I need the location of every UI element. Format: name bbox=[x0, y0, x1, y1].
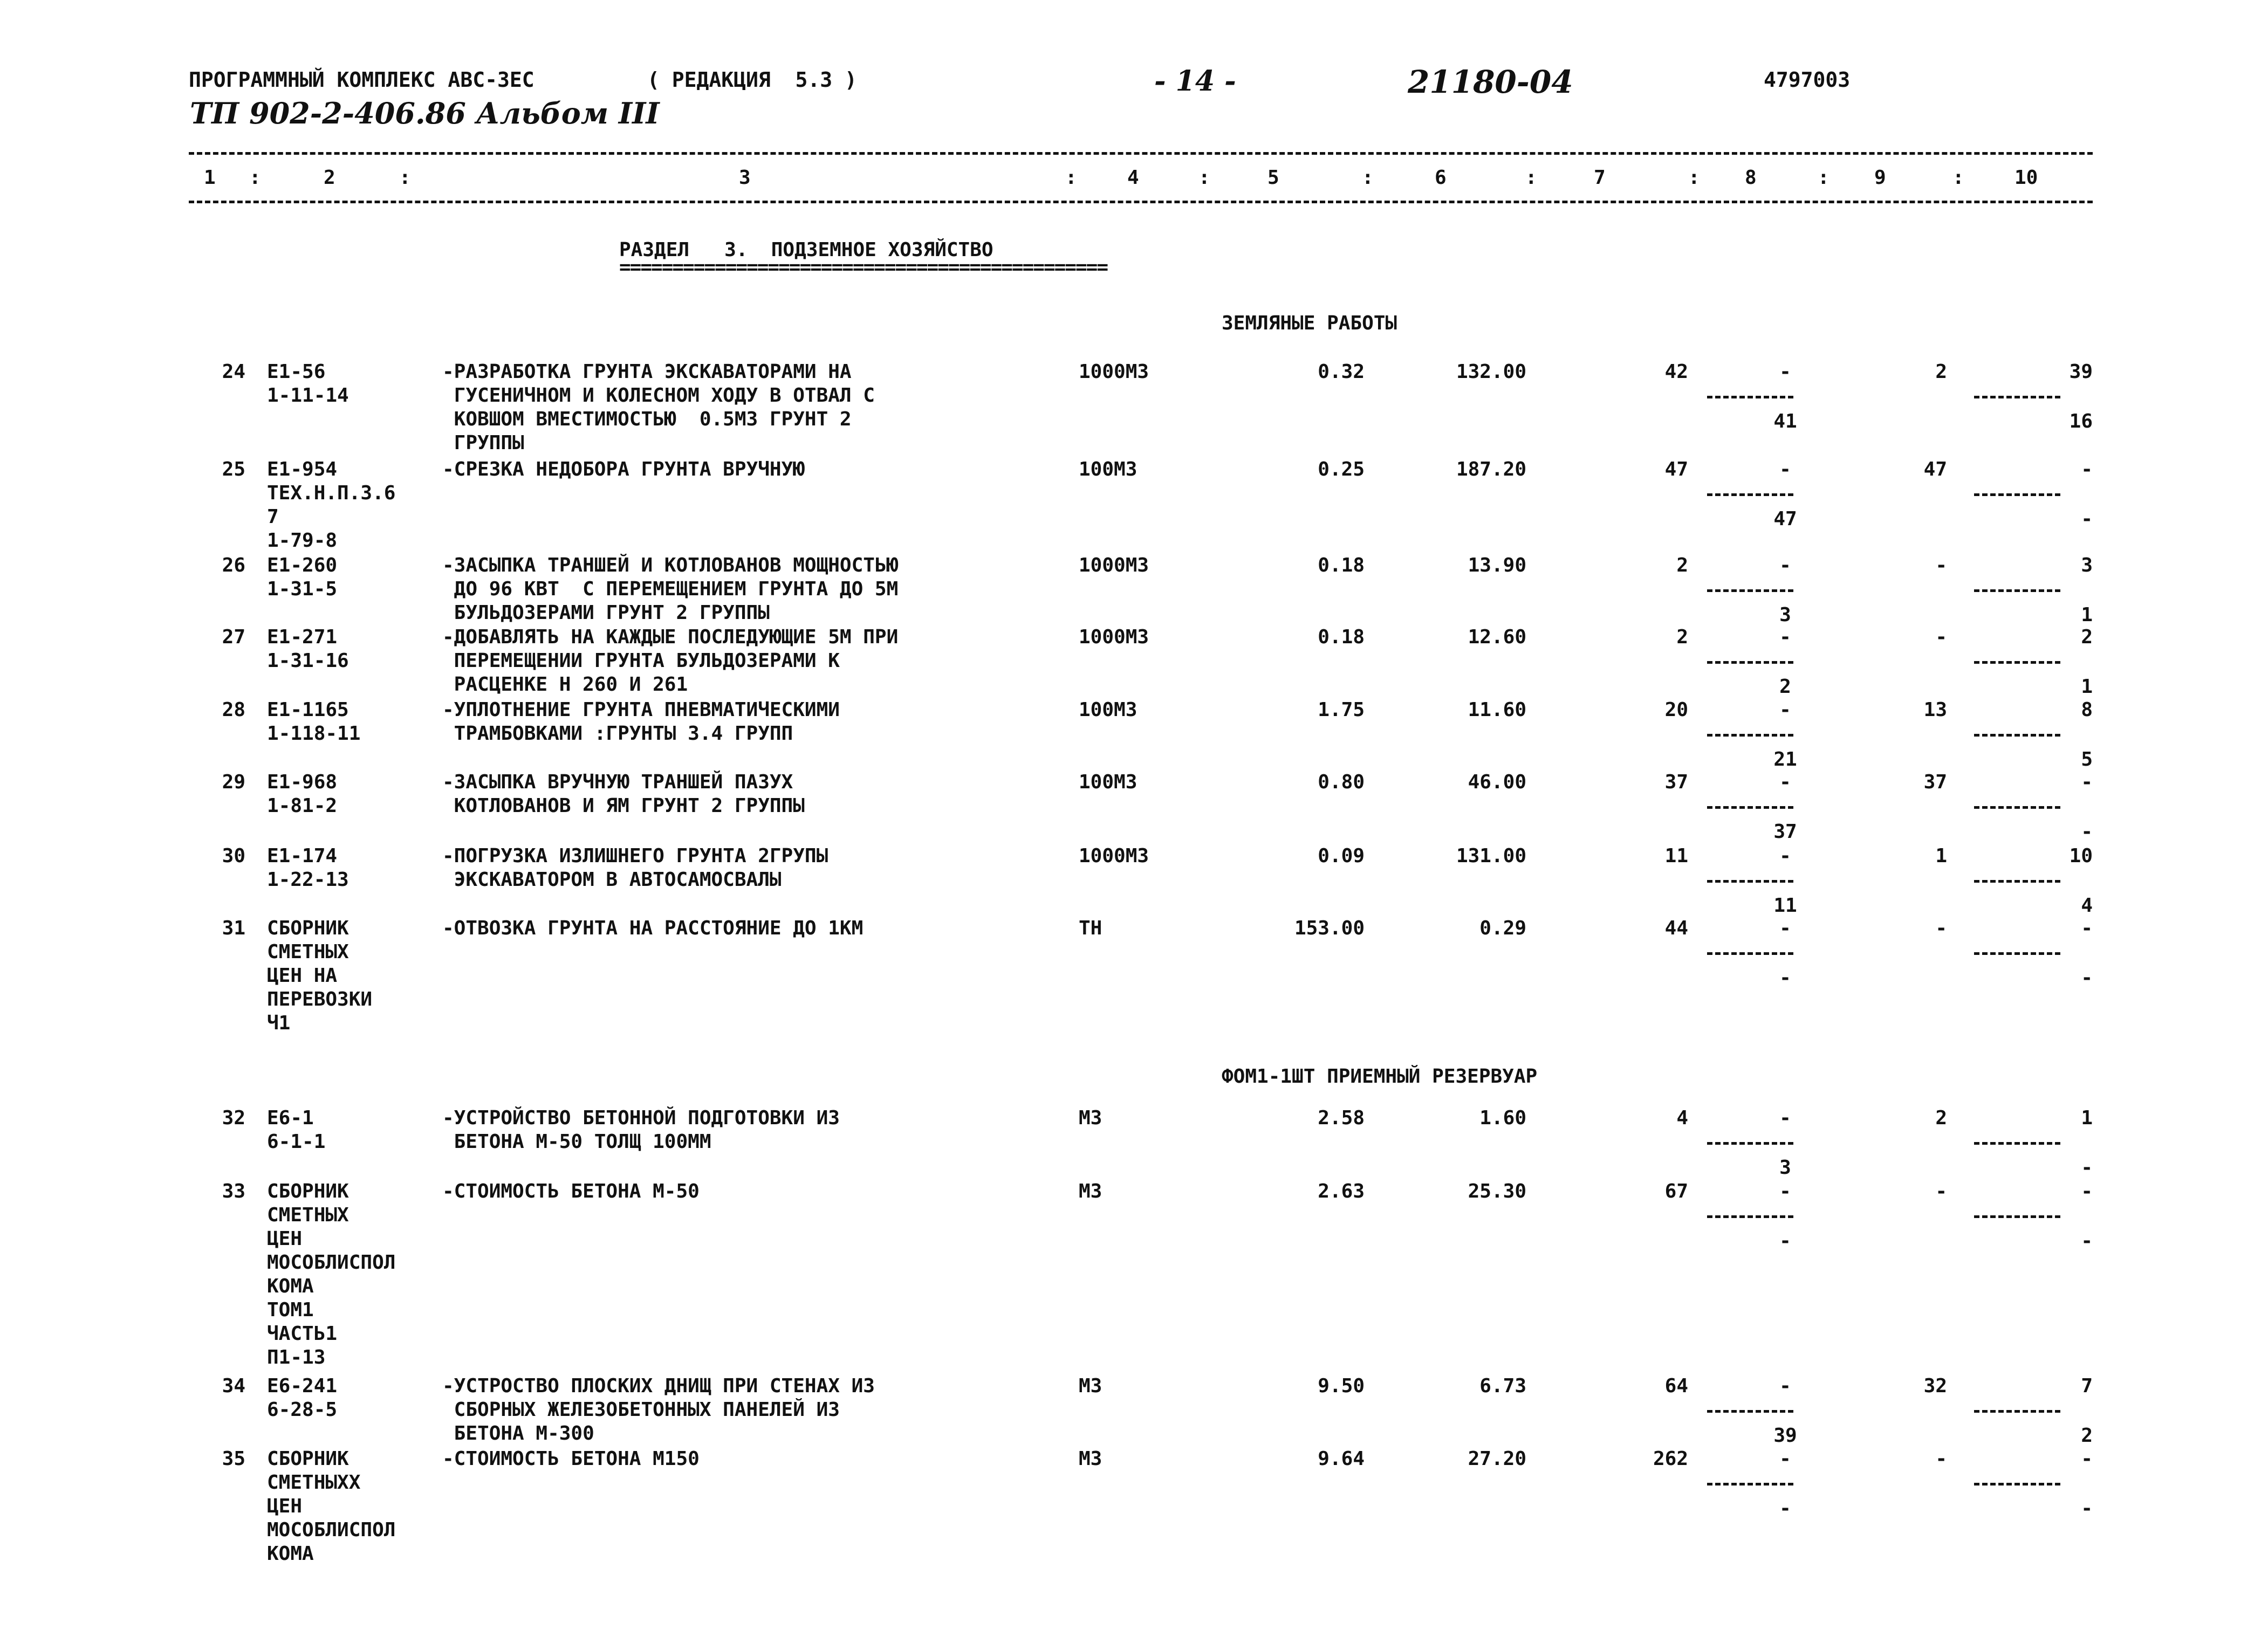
row-code: СБОРНИК СМЕТНЫХ ЦЕН МОСОБЛИСПОЛ КОМА ТОМ1 ЧАСТЬ1 П1-13 bbox=[267, 1180, 396, 1368]
fraction-line bbox=[1707, 661, 1793, 664]
row-col9: 47 bbox=[1923, 458, 1947, 480]
row-number: 30 bbox=[222, 845, 245, 867]
program-name: ПРОГРАММНЫЙ КОМПЛЕКС АВС-3ЕС bbox=[189, 68, 535, 92]
row-total: 262 bbox=[1653, 1448, 1688, 1470]
row-col10-bottom: - bbox=[2081, 967, 2093, 989]
fraction-line bbox=[1974, 661, 2060, 664]
row-col9: 2 bbox=[1935, 361, 1947, 383]
row-col9: - bbox=[1935, 1448, 1947, 1470]
fraction-line bbox=[1707, 396, 1793, 398]
row-number: 28 bbox=[222, 699, 245, 721]
edition-label: ( РЕДАКЦИЯ 5.3 ) bbox=[647, 68, 857, 92]
row-col8-bottom: - bbox=[1779, 967, 1791, 989]
fraction-line bbox=[1974, 1410, 2060, 1413]
row-unit: 100М3 bbox=[1079, 699, 1138, 721]
row-quantity: 0.80 bbox=[1318, 771, 1365, 793]
row-unit-price: 12.60 bbox=[1468, 626, 1526, 648]
row-col8-top: - bbox=[1779, 458, 1791, 480]
col-sep: : bbox=[1198, 167, 1210, 189]
row-number: 35 bbox=[222, 1448, 245, 1470]
row-col10-top: - bbox=[2081, 1180, 2093, 1202]
row-col10-bottom: - bbox=[2081, 821, 2093, 843]
fraction-line bbox=[1707, 1410, 1793, 1413]
row-col10-bottom: 1 bbox=[2081, 604, 2093, 626]
row-unit: 100М3 bbox=[1079, 458, 1138, 480]
row-col8-top: - bbox=[1779, 699, 1791, 721]
fraction-line bbox=[1974, 880, 2060, 883]
row-col9: 1 bbox=[1935, 845, 1947, 867]
fraction-line bbox=[1707, 1483, 1793, 1485]
row-unit: 1000М3 bbox=[1079, 845, 1149, 867]
row-col10-top: 3 bbox=[2081, 554, 2093, 576]
row-col10-top: 10 bbox=[2069, 845, 2093, 867]
row-unit: 100М3 bbox=[1079, 771, 1138, 793]
row-description: -ОТВОЗКА ГРУНТА НА РАССТОЯНИЕ ДО 1КМ bbox=[442, 917, 864, 939]
row-unit: М3 bbox=[1079, 1448, 1102, 1470]
col-sep: : bbox=[249, 167, 261, 189]
col-2: 2 bbox=[324, 167, 335, 189]
fraction-line bbox=[1974, 1483, 2060, 1485]
row-description: -ПОГРУЗКА ИЗЛИШНЕГО ГРУНТА 2ГРУПЫ ЭКСКАВАТОРОМ В АВТОСАМОСВАЛЫ bbox=[442, 845, 828, 891]
row-code: СБОРНИК СМЕТНЫХ ЦЕН НА ПЕРЕВОЗКИ Ч1 bbox=[267, 917, 373, 1034]
row-number: 25 bbox=[222, 458, 245, 480]
row-total: 42 bbox=[1664, 361, 1688, 383]
row-total: 2 bbox=[1676, 554, 1688, 576]
row-code: Е1-1165 1-118-11 bbox=[267, 699, 361, 745]
row-description: -СТОИМОСТЬ БЕТОНА М-50 bbox=[442, 1180, 700, 1202]
col-sep: : bbox=[1362, 167, 1374, 189]
row-col10-top: - bbox=[2081, 917, 2093, 939]
col-3: 3 bbox=[739, 167, 751, 189]
row-col9: - bbox=[1935, 626, 1947, 648]
row-number: 32 bbox=[222, 1107, 245, 1129]
row-col8-top: - bbox=[1779, 1107, 1791, 1129]
album-title: ТП 902-2-406.86 Альбом III bbox=[190, 96, 660, 130]
row-unit-price: 6.73 bbox=[1479, 1375, 1526, 1397]
row-quantity: 1.75 bbox=[1318, 699, 1365, 721]
row-col8-bottom: 2 bbox=[1779, 676, 1791, 698]
row-col10-bottom: - bbox=[2081, 1497, 2093, 1519]
row-col10-top: 7 bbox=[2081, 1375, 2093, 1397]
row-number: 34 bbox=[222, 1375, 245, 1397]
row-number: 31 bbox=[222, 917, 245, 939]
row-col9: 2 bbox=[1935, 1107, 1947, 1129]
row-quantity: 0.25 bbox=[1318, 458, 1365, 480]
header-rule-top bbox=[189, 152, 2093, 155]
col-9: 9 bbox=[1874, 167, 1886, 189]
section-underline: ============================================== bbox=[619, 256, 1107, 278]
row-col9: 13 bbox=[1923, 699, 1947, 721]
fraction-line bbox=[1707, 1142, 1793, 1145]
col-sep: : bbox=[1952, 167, 1964, 189]
row-col8-bottom: 11 bbox=[1773, 895, 1797, 917]
row-col8-top: - bbox=[1779, 917, 1791, 939]
row-number: 26 bbox=[222, 554, 245, 576]
row-unit: 1000М3 bbox=[1079, 626, 1149, 648]
row-unit-price: 11.60 bbox=[1468, 699, 1526, 721]
row-col9: - bbox=[1935, 917, 1947, 939]
row-col10-top: 39 bbox=[2069, 361, 2093, 383]
fraction-line bbox=[1707, 952, 1793, 955]
row-code: СБОРНИК СМЕТНЫХХ ЦЕН МОСОБЛИСПОЛ КОМА bbox=[267, 1448, 396, 1565]
col-8: 8 bbox=[1745, 167, 1757, 189]
row-col8-top: - bbox=[1779, 1375, 1791, 1397]
row-quantity: 9.50 bbox=[1318, 1375, 1365, 1397]
row-code: Е1-174 1-22-13 bbox=[267, 845, 349, 891]
row-total: 37 bbox=[1664, 771, 1688, 793]
row-col8-top: - bbox=[1779, 1180, 1791, 1202]
row-description: -ЗАСЫПКА ВРУЧНУЮ ТРАНШЕЙ ПАЗУХ КОТЛОВАНОВ И ЯМ ГРУНТ 2 ГРУППЫ bbox=[442, 771, 805, 817]
row-col9: 37 bbox=[1923, 771, 1947, 793]
row-code: Е1-260 1-31-5 bbox=[267, 554, 338, 600]
row-col10-bottom: 2 bbox=[2081, 1425, 2093, 1447]
row-col8-top: - bbox=[1779, 1448, 1791, 1470]
row-code: Е6-241 6-28-5 bbox=[267, 1375, 338, 1421]
row-col8-bottom: 37 bbox=[1773, 821, 1797, 843]
row-col8-bottom: 39 bbox=[1773, 1425, 1797, 1447]
row-unit-price: 1.60 bbox=[1479, 1107, 1526, 1129]
section-title: РАЗДЕЛ 3. ПОДЗЕМНОЕ ХОЗЯЙСТВО bbox=[619, 239, 993, 261]
col-6: 6 bbox=[1435, 167, 1447, 189]
row-unit-price: 132.00 bbox=[1456, 361, 1526, 383]
row-number: 29 bbox=[222, 771, 245, 793]
row-code: Е6-1 6-1-1 bbox=[267, 1107, 326, 1153]
fraction-line bbox=[1707, 734, 1793, 737]
row-unit-price: 27.20 bbox=[1468, 1448, 1526, 1470]
row-description: -СРЕЗКА НЕДОБОРА ГРУНТА ВРУЧНУЮ bbox=[442, 458, 805, 480]
row-quantity: 0.09 bbox=[1318, 845, 1365, 867]
row-unit-price: 187.20 bbox=[1456, 458, 1526, 480]
row-description: -УПЛОТНЕНИЕ ГРУНТА ПНЕВМАТИЧЕСКИМИ ТРАМБОВКАМИ :ГРУНТЫ 3.4 ГРУПП bbox=[442, 699, 840, 745]
row-description: -УСТРОЙСТВО БЕТОННОЙ ПОДГОТОВКИ ИЗ БЕТОНА М-50 ТОЛЩ 100ММ bbox=[442, 1107, 840, 1153]
row-quantity: 2.58 bbox=[1318, 1107, 1365, 1129]
row-description: -СТОИМОСТЬ БЕТОНА М150 bbox=[442, 1448, 700, 1470]
row-quantity: 153.00 bbox=[1294, 917, 1365, 939]
doc-number: 21180-04 bbox=[1408, 64, 1573, 100]
row-col10-top: - bbox=[2081, 1448, 2093, 1470]
row-total: 64 bbox=[1664, 1375, 1688, 1397]
row-description: -РАЗРАБОТКА ГРУНТА ЭКСКАВАТОРАМИ НА ГУСЕНИЧНОМ И КОЛЕСНОМ ХОДУ В ОТВАЛ С КОВШОМ ВМЕСТИМОСТЬЮ 0.5М3 ГРУНТ 2 ГРУППЫ bbox=[442, 361, 875, 454]
fraction-line bbox=[1707, 880, 1793, 883]
row-description: -ЗАСЫПКА ТРАНШЕЙ И КОТЛОВАНОВ МОЩНОСТЬЮ ДО 96 КВТ С ПЕРЕМЕЩЕНИЕМ ГРУНТА ДО 5М БУЛЬДОЗЕРАМИ ГРУНТ 2 ГРУППЫ bbox=[442, 554, 899, 624]
row-col10-top: 1 bbox=[2081, 1107, 2093, 1129]
fraction-line bbox=[1974, 493, 2060, 496]
col-sep: : bbox=[1525, 167, 1537, 189]
row-col10-bottom: 16 bbox=[2069, 410, 2093, 432]
row-total: 67 bbox=[1664, 1180, 1688, 1202]
row-quantity: 0.18 bbox=[1318, 554, 1365, 576]
row-total: 44 bbox=[1664, 917, 1688, 939]
col-sep: : bbox=[1688, 167, 1700, 189]
row-number: 27 bbox=[222, 626, 245, 648]
page-mark: - 14 - bbox=[1154, 65, 1236, 98]
row-col8-bottom: - bbox=[1779, 1497, 1791, 1519]
row-col10-bottom: - bbox=[2081, 1157, 2093, 1179]
row-total: 4 bbox=[1676, 1107, 1688, 1129]
row-code: Е1-271 1-31-16 bbox=[267, 626, 349, 672]
row-total: 11 bbox=[1664, 845, 1688, 867]
row-col10-top: - bbox=[2081, 458, 2093, 480]
col-10: 10 bbox=[2015, 167, 2038, 189]
col-sep: : bbox=[1065, 167, 1077, 189]
fraction-line bbox=[1707, 806, 1793, 809]
row-col10-top: 8 bbox=[2081, 699, 2093, 721]
row-number: 24 bbox=[222, 361, 245, 383]
row-quantity: 0.32 bbox=[1318, 361, 1365, 383]
row-col8-top: - bbox=[1779, 361, 1791, 383]
row-total: 20 bbox=[1664, 699, 1688, 721]
row-col10-top: - bbox=[2081, 771, 2093, 793]
row-unit: М3 bbox=[1079, 1180, 1102, 1202]
row-description: -ДОБАВЛЯТЬ НА КАЖДЫЕ ПОСЛЕДУЮЩИЕ 5М ПРИ ПЕРЕМЕЩЕНИИ ГРУНТА БУЛЬДОЗЕРАМИ К РАСЦЕНКЕ Н 260 И 261 bbox=[442, 626, 899, 696]
col-7: 7 bbox=[1594, 167, 1606, 189]
row-total: 47 bbox=[1664, 458, 1688, 480]
col-sep: : bbox=[399, 167, 411, 189]
doc-code: 4797003 bbox=[1764, 68, 1851, 92]
fraction-line bbox=[1974, 806, 2060, 809]
row-col10-bottom: 1 bbox=[2081, 676, 2093, 698]
fraction-line bbox=[1974, 734, 2060, 737]
row-code: Е1-56 1-11-14 bbox=[267, 361, 349, 407]
fraction-line bbox=[1707, 493, 1793, 496]
row-col8-bottom: 47 bbox=[1773, 508, 1797, 530]
row-unit-price: 131.00 bbox=[1456, 845, 1526, 867]
fraction-line bbox=[1974, 396, 2060, 398]
fraction-line bbox=[1707, 589, 1793, 592]
row-code: Е1-954 ТЕХ.Н.П.3.6 7 1-79-8 bbox=[267, 458, 396, 552]
row-unit: М3 bbox=[1079, 1107, 1102, 1129]
row-col9: - bbox=[1935, 554, 1947, 576]
fraction-line bbox=[1974, 589, 2060, 592]
row-col8-top: - bbox=[1779, 626, 1791, 648]
row-quantity: 9.64 bbox=[1318, 1448, 1365, 1470]
row-col8-bottom: - bbox=[1779, 1230, 1791, 1252]
fraction-line bbox=[1974, 952, 2060, 955]
header-rule-bottom bbox=[189, 201, 2093, 203]
row-unit-price: 25.30 bbox=[1468, 1180, 1526, 1202]
row-quantity: 2.63 bbox=[1318, 1180, 1365, 1202]
row-col9: - bbox=[1935, 1180, 1947, 1202]
row-unit: ТН bbox=[1079, 917, 1102, 939]
row-col8-top: - bbox=[1779, 845, 1791, 867]
col-4: 4 bbox=[1127, 167, 1139, 189]
row-code: Е1-968 1-81-2 bbox=[267, 771, 338, 817]
row-unit: 1000М3 bbox=[1079, 554, 1149, 576]
row-unit-price: 0.29 bbox=[1479, 917, 1526, 939]
row-col8-top: - bbox=[1779, 554, 1791, 576]
row-col8-bottom: 3 bbox=[1779, 1157, 1791, 1179]
row-col10-bottom: 4 bbox=[2081, 895, 2093, 917]
row-col10-bottom: 5 bbox=[2081, 748, 2093, 771]
group-title-reservoir: ФОМ1-1ШТ ПРИЕМНЫЙ РЕЗЕРВУАР bbox=[1222, 1065, 1538, 1088]
row-col9: 32 bbox=[1923, 1375, 1947, 1397]
row-col8-bottom: 3 bbox=[1779, 604, 1791, 626]
row-col10-top: 2 bbox=[2081, 626, 2093, 648]
row-unit-price: 46.00 bbox=[1468, 771, 1526, 793]
row-col8-top: - bbox=[1779, 771, 1791, 793]
row-number: 33 bbox=[222, 1180, 245, 1202]
row-description: -УСТРОСТВО ПЛОСКИХ ДНИЩ ПРИ СТЕНАХ ИЗ СБОРНЫХ ЖЕЛЕЗОБЕТОННЫХ ПАНЕЛЕЙ ИЗ БЕТОНА М-300 bbox=[442, 1375, 875, 1445]
row-unit: М3 bbox=[1079, 1375, 1102, 1397]
col-sep: : bbox=[1818, 167, 1830, 189]
row-col8-bottom: 21 bbox=[1773, 748, 1797, 771]
row-unit: 1000М3 bbox=[1079, 361, 1149, 383]
row-col10-bottom: - bbox=[2081, 508, 2093, 530]
row-total: 2 bbox=[1676, 626, 1688, 648]
row-quantity: 0.18 bbox=[1318, 626, 1365, 648]
fraction-line bbox=[1974, 1142, 2060, 1145]
col-5: 5 bbox=[1267, 167, 1279, 189]
col-1: 1 bbox=[204, 167, 216, 189]
row-col10-bottom: - bbox=[2081, 1230, 2093, 1252]
fraction-line bbox=[1707, 1215, 1793, 1218]
fraction-line bbox=[1974, 1215, 2060, 1218]
row-unit-price: 13.90 bbox=[1468, 554, 1526, 576]
row-col8-bottom: 41 bbox=[1773, 410, 1797, 432]
group-title-earthworks: ЗЕМЛЯНЫЕ РАБОТЫ bbox=[1222, 312, 1397, 334]
